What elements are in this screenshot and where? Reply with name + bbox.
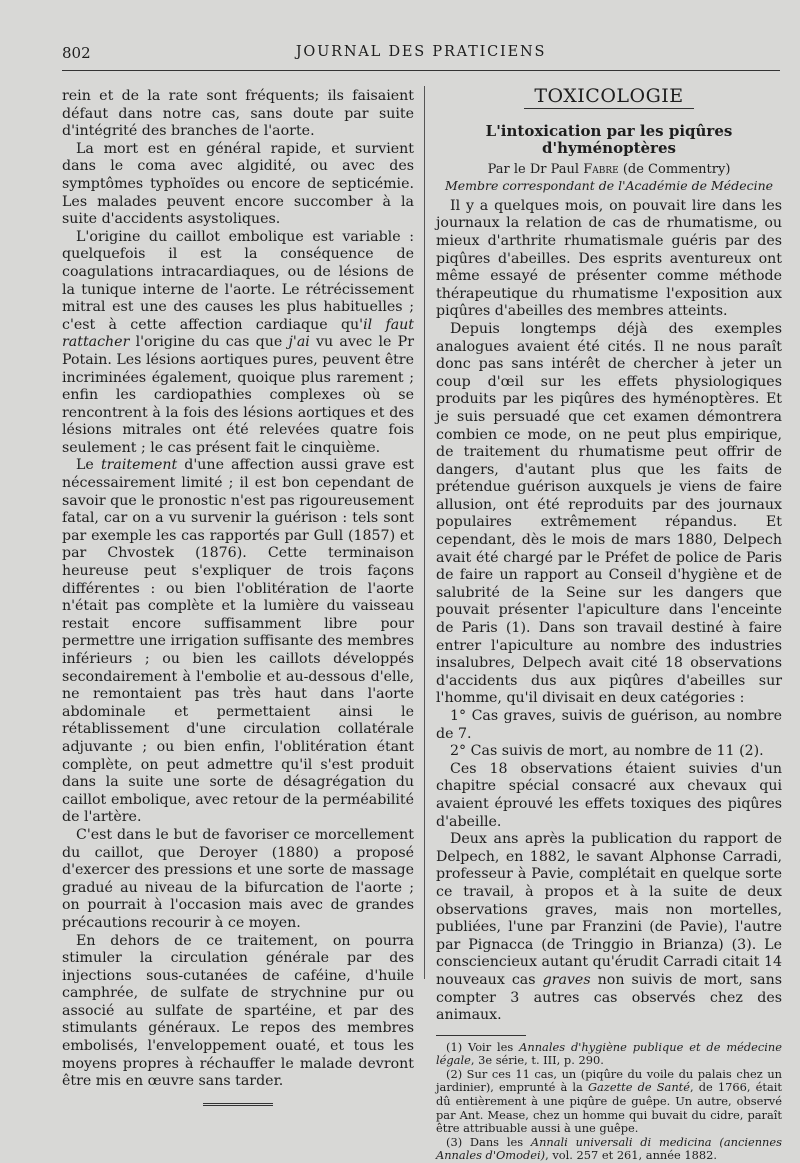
page-header <box>62 44 780 71</box>
text-run: (1) Voir les <box>446 1039 520 1054</box>
italic-run: Annales d'hygiène publique et de médecine légale <box>436 1039 782 1068</box>
text-run: Deux ans après la publication du rapport de Delpech, en 1882, le savant Alphonse Carradi, professeur à Pavie, complétait en quelque sorte ce travail, à propos et à la suite de deux observations graves, mais non mortelles, publiées, l'une par Franzini (de Pavie), l'autre par Pignacca (de Tringgio in Brianza) (3). Le consciencieux autant qu'érudit Carradi citait 14 nouveaux cas <box>436 831 782 988</box>
paragraph: C'est dans le but de favoriser ce morcellement du caillot, que Deroyer (1880) a proposé d'exercer des pressions et une sorte de massage gradué au niveau de la bifurcation de l'aorte ; on pourrait à l'occasion mais avec de grandes précautions recourir à ce moyen. <box>62 826 414 931</box>
journal-title: JOURNAL DES PRATICIENS <box>295 44 547 60</box>
text-run: non suivis de mort, sans compter 3 autres cas observés chez des animaux. <box>436 971 783 1024</box>
author-name: Fabre <box>583 161 619 177</box>
right-column <box>436 85 783 1163</box>
text-run: , de 1766, était dû entièrement à une piqûre de guêpe. Un autre, observé par Ant. Mease, chez un homme qui buvait du cidre, paraît être attribuable aussi à une guêpe. <box>436 1080 782 1136</box>
column-divider <box>424 86 425 979</box>
italic-run: traitement <box>100 457 178 474</box>
left-column <box>62 88 414 1108</box>
list-item: 1° Cas graves, suivis de guérison, au nombre de 7. <box>436 708 782 742</box>
paragraph <box>62 457 414 826</box>
italic-run: Annali universali di medicina (anciennes Annales d'Omodei) <box>436 1134 782 1163</box>
article-title: L'intoxication par les piqûres d'hyménoptères <box>485 121 733 158</box>
text-run: L'origine du caillot embolique est variable : quelquefois il est la conséquence de coagulations intracardiaques, ou de lésions de la tunique interne de l'aorte. Le rétrécissement mitral est une des causes les plus habituelles ; c'est à cette affection cardiaque qu' <box>62 228 414 333</box>
text-run: vu avec le Pr Potain. Les lésions aortiques pures, peuvent être incriminées également, quoique plus rarement ; enfin les cardiopathies complexes où se rencontrent à la fois des lésions aortiques et des lésions mitrales ont été relevées quatre fois seulement ; le cas présent fait le cinquième. <box>62 334 414 456</box>
text-run: , vol. 257 et 261, année 1882. <box>545 1148 717 1163</box>
page-number: 802 <box>62 44 91 62</box>
byline-prefix: Par le Dr Paul <box>487 161 584 177</box>
italic-run: j'ai <box>288 334 310 351</box>
text-run: Le <box>76 457 101 474</box>
paragraph <box>436 831 782 1025</box>
text-run: (3) Dans les <box>446 1134 531 1149</box>
paragraph: Ces 18 observations étaient suivies d'un chapitre spécial consacré aux chevaux qui avaient éprouvé les effets toxiques des piqûres d'abeille. <box>436 760 782 830</box>
footnote <box>436 1041 782 1068</box>
italic-run: graves <box>542 971 591 988</box>
byline-suffix: (de Commentry) <box>618 161 731 177</box>
footnote-rule <box>436 1035 526 1036</box>
paragraph: Il y a quelques mois, on pouvait lire dans les journaux la relation de cas de rhumatisme, ou mieux d'arthrite rhumatismale guéris par des piqûres d'abeilles. Des esprits aventureux ont même essayé de présenter comme méthode thérapeutique du rhumatisme l'exposition aux piqûres d'abeilles des membres atteints. <box>436 197 782 320</box>
byline <box>436 162 782 178</box>
section-title: TOXICOLOGIE <box>524 88 694 109</box>
end-rule <box>203 1103 273 1108</box>
paragraph: rein et de la rate sont fréquents; ils faisaient défaut dans notre cas, sans doute par suite d'intégrité des branches de l'aorte. <box>62 88 414 140</box>
footnote <box>436 1136 782 1163</box>
italic-run: Gazette de Santé <box>587 1080 690 1095</box>
paragraph: En dehors de ce traitement, on pourra stimuler la circulation générale par des injections sous-cutanées de caféine, d'huile camphrée, de sulfate de strychnine pur ou associé au sulfate de spartéine, et par des stimulants généraux. Le repos des membres embolisés, l'enveloppement ouaté, et tous les moyens propres à réchauffer le malade devront être mis en œuvre sans tarder. <box>62 932 414 1090</box>
italic-run: il faut rattacher <box>62 316 414 351</box>
text-run: l'origine du cas que <box>129 334 289 351</box>
paragraph <box>62 229 414 458</box>
author-affiliation: Membre correspondant de l'Académie de Médecine <box>444 177 774 193</box>
text-run: , 3e série, t. III, p. 290. <box>470 1053 604 1068</box>
list-item: 2° Cas suivis de mort, au nombre de 11 (2). <box>450 743 764 760</box>
paragraph: Depuis longtemps déjà des exemples analogues avaient été cités. Il ne nous paraît donc pas sans intérêt de chercher à jeter un coup d'œil sur les effets physiologiques produits par les piqûres des hyménoptères. Et je suis persuadé que cet examen démontrera combien ce mode, on ne peut plus empirique, de traitement du rhumatisme peut offrir de dangers, d'autant plus que les faits de prétendue guérison auxquels je viens de faire allusion, ont été reproduits par des journaux populaires extrêmement répandus. Et cependant, dès le mois de mars 1880, Delpech avait été chargé par le Préfet de police de Paris de faire un rapport au Conseil d'hygiène et de salubrité de la Seine sur les dangers que pouvait présenter l'apiculture dans l'enceinte de Paris (1). Dans son travail destiné à faire entrer l'apiculture au nombre des industries insalubres, Delpech avait cité 18 observations d'accidents dus aux piqûres d'abeilles sur l'homme, qu'il divisait en deux catégories : <box>436 320 782 707</box>
text-run: (2) Sur ces 11 cas, un (piqûre du voile du palais chez un jardinier), emprunté à la <box>436 1066 782 1095</box>
footnotes <box>436 1041 782 1163</box>
paragraph: La mort est en général rapide, et survient dans le coma avec algidité, ou avec des symptômes typhoïdes ou encore de septicémie. Les malades peuvent encore succomber à la suite d'accidents asystoliques. <box>62 140 414 228</box>
text-run: d'une affection aussi grave est nécessairement limité ; il est bon cependant de savoir que le pronostic n'est pas rigoureusement fatal, car on a vu survenir la guérison : tels sont par exemple les cas rapportés par Gull (1857) et par Chvostek (1876). Cette terminaison heureuse peut s'expliquer de trois façons différentes : ou bien l'oblitération de l'aorte n'était pas complète et la lumière du vaisseau restait encore suffisamment libre pour permettre une irrigation suffisante des membres inférieurs ; ou bien les caillots développés secondairement à l'embolie et au-dessous d'elle, ne remontaient pas très haut dans l'aorte abdominale et permettaient ainsi le rétablissement d'une circulation collatérale adjuvante ; ou bien enfin, l'oblitération étant complète, on peut admettre qu'il s'est produit dans la suite une sorte de désagrégation du caillot embolique, avec retour de la perméabilité de l'artère. <box>62 457 415 826</box>
footnote <box>436 1068 782 1136</box>
